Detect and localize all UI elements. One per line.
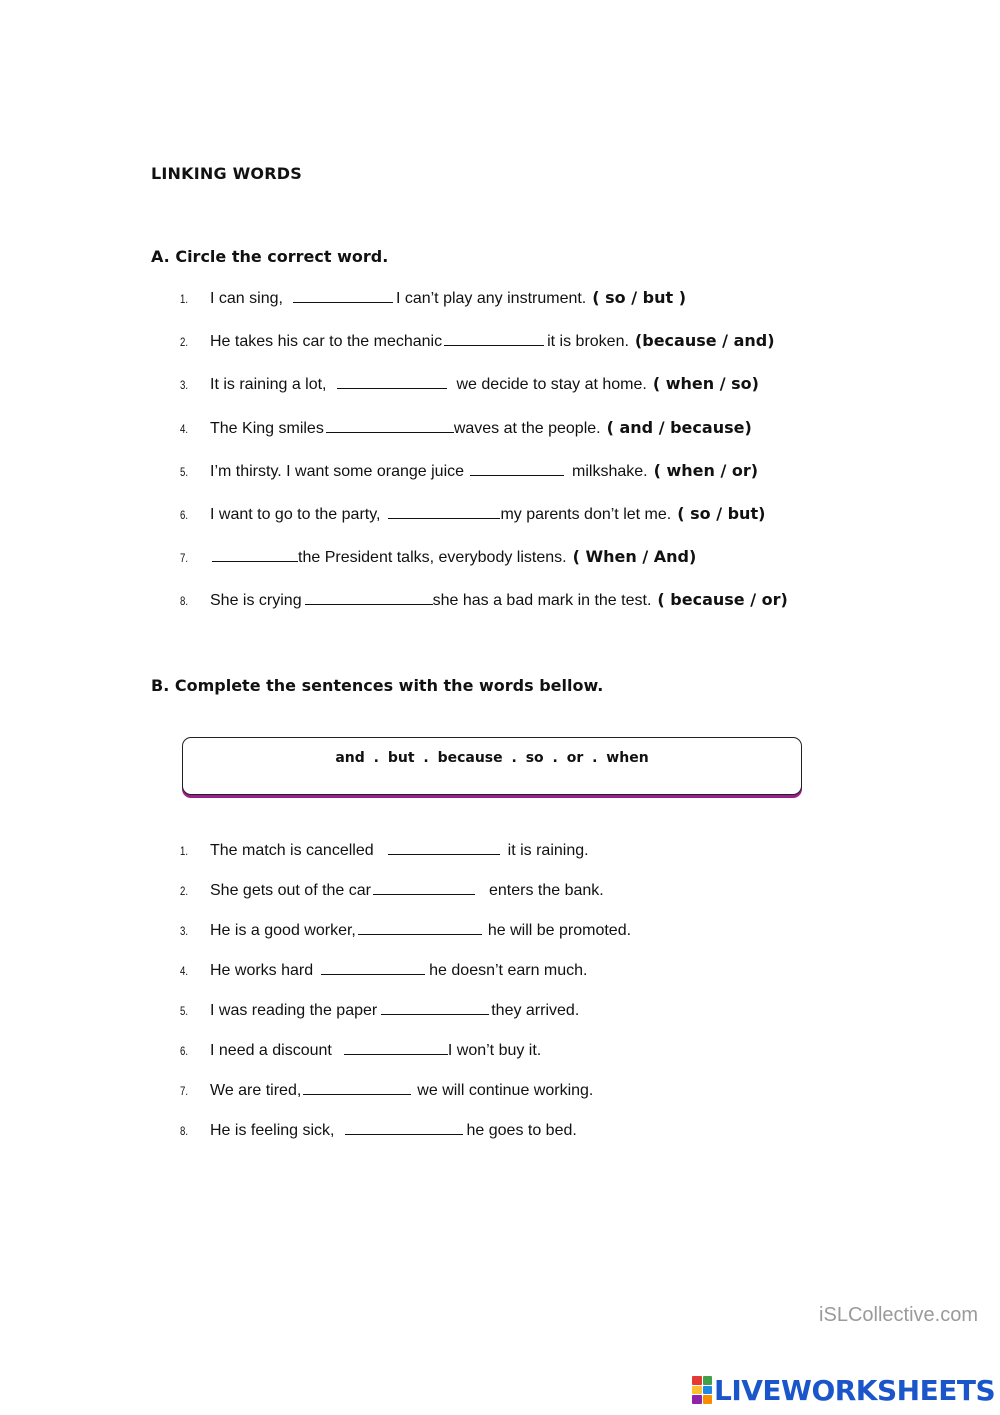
item-number: 7.: [180, 551, 189, 565]
item-text-after: it is raining.: [507, 842, 589, 859]
list-item: [180, 962, 587, 986]
item-options: ( and / because): [606, 418, 752, 437]
answer-blank[interactable]: [326, 420, 454, 433]
item-text-after: they arrived.: [491, 1002, 580, 1019]
item-text-after: it is broken.: [547, 333, 629, 350]
answer-blank[interactable]: [344, 1042, 448, 1055]
answer-blank[interactable]: [321, 962, 425, 975]
liveworksheets-wordmark: LIVEWORKSHEETS: [714, 1373, 996, 1407]
item-options: (because / and): [634, 331, 775, 350]
list-item: [180, 1002, 579, 1026]
answer-blank[interactable]: [293, 290, 393, 303]
item-text-before: The King smiles: [210, 420, 324, 437]
item-text-before: It is raining a lot,: [210, 376, 327, 393]
item-text-before: He works hard: [210, 962, 314, 979]
answer-blank[interactable]: [388, 842, 500, 855]
item-options: ( because / or): [657, 590, 788, 609]
answer-blank[interactable]: [303, 1082, 411, 1095]
item-text-before: I can sing,: [210, 290, 283, 307]
item-number: 3.: [180, 924, 189, 938]
answer-blank[interactable]: [305, 592, 433, 605]
answer-blank[interactable]: [345, 1122, 463, 1135]
answer-blank[interactable]: [444, 333, 544, 346]
section-b-heading: B. Complete the sentences with the words bellow.: [151, 676, 604, 695]
page-title: LINKING WORDS: [151, 164, 302, 183]
item-number: 4.: [180, 422, 189, 436]
liveworksheets-logo: [692, 1372, 995, 1408]
item-number: 5.: [180, 1004, 189, 1018]
word-bank-box: [182, 737, 802, 795]
list-item: [180, 504, 765, 528]
item-text-before: I need a discount: [210, 1042, 332, 1059]
list-item: [180, 331, 775, 355]
answer-blank[interactable]: [337, 376, 447, 389]
list-item: [180, 374, 759, 398]
answer-blank[interactable]: [470, 463, 564, 476]
item-options: ( when / so): [652, 374, 759, 393]
item-text-after: I can’t play any instrument.: [395, 290, 587, 307]
item-text-after: he goes to bed.: [466, 1122, 577, 1139]
item-number: 1.: [180, 844, 189, 858]
item-text-before: He takes his car to the mechanic: [210, 333, 443, 350]
list-item: [180, 842, 589, 866]
answer-blank[interactable]: [388, 506, 500, 519]
list-item: [180, 882, 604, 906]
item-text-before: I want to go to the party,: [210, 506, 381, 523]
item-text-before: We are tired,: [210, 1082, 302, 1099]
list-item: [180, 547, 696, 571]
liveworksheets-logo-icon: [692, 1376, 712, 1404]
item-text-after: I won’t buy it.: [447, 1042, 542, 1059]
item-number: 6.: [180, 508, 189, 522]
section-a-heading: A. Circle the correct word.: [151, 247, 389, 266]
item-options: ( When / And): [572, 547, 697, 566]
item-options: ( when / or): [653, 461, 759, 480]
item-text-after: enters the bank.: [489, 882, 604, 899]
item-text-after: milkshake.: [572, 463, 648, 480]
item-text-before: She gets out of the car: [210, 882, 371, 899]
list-item: [180, 590, 788, 614]
item-text-before: She is crying: [210, 592, 302, 609]
item-text-before: I’m thirsty. I want some orange juice: [210, 463, 465, 480]
item-text-after: she has a bad mark in the test.: [432, 592, 652, 609]
item-options: ( so / but): [677, 504, 766, 523]
item-number: 3.: [180, 378, 189, 392]
item-text-after: we decide to stay at home.: [456, 376, 647, 393]
item-number: 2.: [180, 884, 189, 898]
item-text-before: He is a good worker,: [210, 922, 356, 939]
item-text-after: he doesn’t earn much.: [429, 962, 588, 979]
item-text-before: The match is cancelled: [210, 842, 374, 859]
item-number: 6.: [180, 1044, 189, 1058]
item-options: ( so / but ): [592, 288, 687, 307]
item-number: 5.: [180, 465, 189, 479]
item-number: 4.: [180, 964, 189, 978]
item-number: 8.: [180, 1124, 189, 1138]
word-bank: and . but . because . so . or . when: [335, 750, 649, 766]
answer-blank[interactable]: [212, 549, 298, 562]
islcollective-watermark: iSLCollective.com: [819, 1304, 978, 1326]
item-text-after: my parents don’t let me.: [500, 506, 672, 523]
list-item: [180, 461, 758, 485]
item-number: 2.: [180, 335, 189, 349]
item-number: 7.: [180, 1084, 189, 1098]
item-number: 8.: [180, 594, 189, 608]
item-text-after: waves at the people.: [453, 420, 601, 437]
list-item: [180, 1042, 541, 1066]
list-item: [180, 922, 631, 946]
item-text-before: He is feeling sick,: [210, 1122, 335, 1139]
item-number: 1.: [180, 292, 189, 306]
list-item: [180, 418, 752, 442]
item-text-after: he will be promoted.: [487, 922, 632, 939]
item-text-after: we will continue working.: [417, 1082, 594, 1099]
item-text-before: I was reading the paper: [210, 1002, 378, 1019]
answer-blank[interactable]: [358, 922, 482, 935]
answer-blank[interactable]: [381, 1002, 489, 1015]
list-item: [180, 288, 686, 312]
list-item: [180, 1122, 577, 1146]
item-text-after: the President talks, everybody listens.: [298, 549, 567, 566]
answer-blank[interactable]: [373, 882, 475, 895]
list-item: [180, 1082, 593, 1106]
